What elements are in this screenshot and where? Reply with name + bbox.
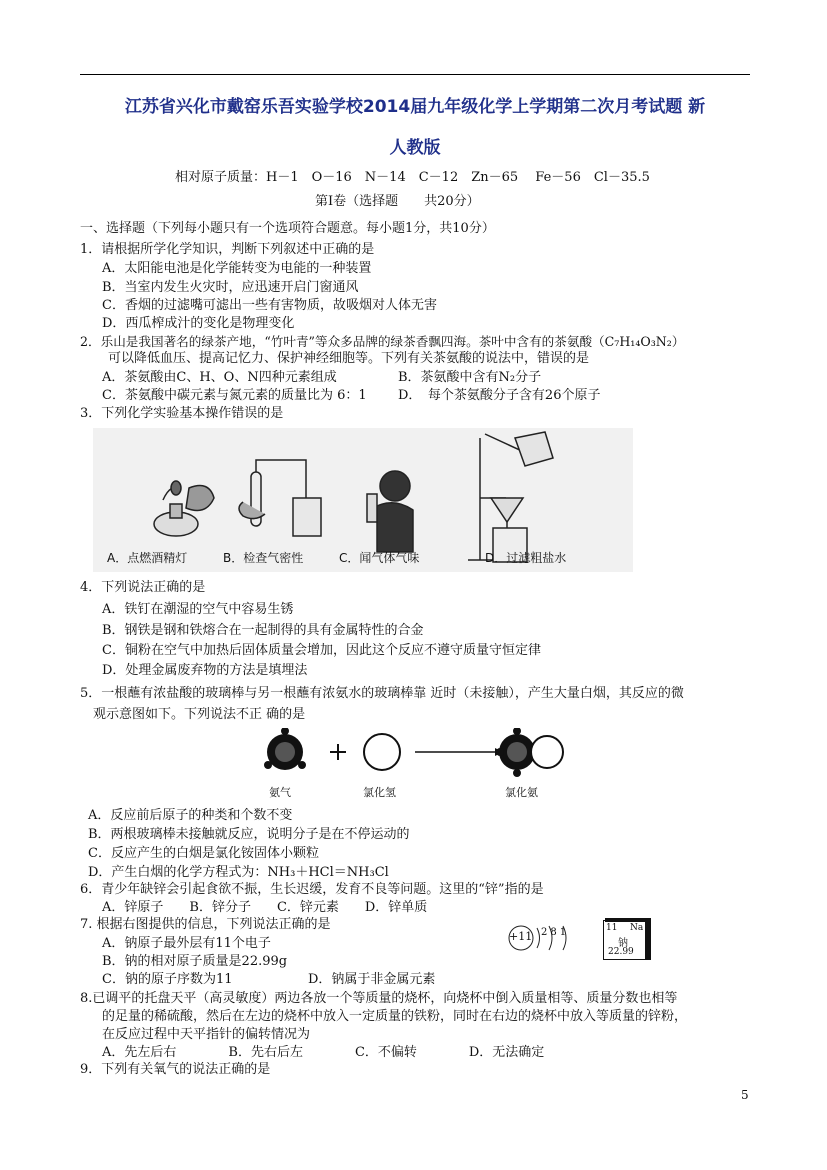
q8-options: A．先左后右 B．先右后左 C．不偏转 D．无法确定	[102, 1045, 545, 1060]
periodic-cell-shadow	[645, 920, 651, 960]
q5-option-d: D．产生白烟的化学方程式为：NH₃＋HCl＝NH₃Cl	[88, 865, 389, 880]
q3-caption-c: C．闻气体气味	[339, 551, 420, 565]
q1-option-d: D．西瓜榨成汁的变化是物理变化	[102, 316, 295, 331]
sodium-atom-structure	[505, 922, 575, 954]
q4-stem: 4．下列说法正确的是	[80, 580, 206, 595]
doc-title-line2: 人教版	[389, 138, 441, 158]
cell-name: 钠	[618, 938, 628, 949]
atomic-masses: 相对原子质量：H－1 O－16 N－14 C－12 Zn－65 Fe－56 Cl－35.5	[175, 170, 650, 185]
q5-option-c: C．反应产生的白烟是氯化铵固体小颗粒	[88, 846, 319, 861]
q1-option-c: C．香烟的过滤嘴可滤出一些有害物质，故吸烟对人体无害	[102, 298, 437, 313]
q3-caption-b: B．检查气密性	[223, 551, 304, 565]
q1-option-a: A．太阳能电池是化学能转变为电能的一种装置	[102, 261, 372, 276]
q3-stem: 3．下列化学实验基本操作错误的是	[80, 406, 284, 421]
q5-option-a: A．反应前后原子的种类和个数不变	[88, 808, 293, 823]
q4-option-c: C．铜粉在空气中加热后固体质量会增加，因此这个反应不遵守质量守恒定律	[102, 643, 541, 658]
section-heading: 第Ⅰ卷（选择题 共20分）	[315, 194, 480, 209]
doc-title-line1: 江苏省兴化市戴窑乐吾实验学校2014届九年级化学上学期第二次月考试题 新	[124, 97, 706, 117]
q8-stem2: 的足量的稀硫酸，然后在左边的烧杯中放入一定质量的铁粉，同时在右边的烧杯中放入等质量的锌粉，	[102, 1009, 688, 1024]
q7-stem: 7. 根据右图提供的信息，下列说法正确的是	[80, 917, 331, 932]
q5-stem2: 观示意图如下。下列说法不正 确的是	[93, 707, 306, 722]
atom-shell-electrons: 281	[541, 927, 570, 938]
q7-option-a: A．钠原子最外层有11个电子	[102, 936, 271, 951]
cell-atomic-number: 11	[606, 923, 618, 933]
part-heading: 一、选择题（下列每小题只有一个选项符合题意。每小题1分，共10分）	[80, 221, 495, 236]
q2-option-b: B．茶氨酸中含有N₂分子	[398, 370, 542, 385]
q7-option-d: D．钠属于非金属元素	[308, 972, 436, 987]
q5-option-b: B．两根玻璃棒未接触就反应，说明分子是在不停运动的	[88, 827, 410, 842]
q2-stem2: 可以降低血压、提高记忆力、保护神经细胞等。下列有关茶氨酸的说法中，错误的是	[108, 351, 590, 366]
q3-caption-a: A．点燃酒精灯	[107, 551, 188, 565]
q8-stem: 8.已调平的托盘天平（高灵敏度）两边各放一个等质量的烧杯，向烧杯中倒入质量相等、质量分数也相等	[80, 991, 678, 1006]
q2-option-d: D． 每个茶氨酸分子含有26个原子	[398, 388, 601, 403]
reaction-diagram	[255, 728, 565, 800]
periodic-cell-top	[605, 918, 651, 922]
q1-option-b: B．当室内发生火灾时，应迅速开启门窗通风	[102, 280, 359, 295]
lab-operations-figure	[93, 428, 633, 572]
q4-option-b: B．钢铁是钢和铁熔合在一起制得的具有金属特性的合金	[102, 623, 424, 638]
atom-nucleus-label: +11	[509, 930, 533, 943]
q9-stem: 9．下列有关氧气的说法正确的是	[80, 1062, 271, 1077]
q2-stem: 2．乐山是我国著名的绿茶产地，“竹叶青”等众多品牌的绿茶香飘四海。茶叶中含有的茶氨酸（C₇H₁₄O₃N₂）	[80, 334, 685, 349]
q2-option-c: C．茶氨酸中碳元素与氮元素的质量比为 6：1	[102, 388, 367, 403]
label-ammonia: 氨气	[269, 786, 291, 799]
q8-stem3: 在反应过程中天平指针的偏转情况为	[102, 1027, 311, 1042]
cell-atomic-mass: 22.99	[608, 947, 634, 957]
header-rule	[80, 74, 750, 75]
periodic-cell	[597, 914, 653, 964]
q1-stem: 1．请根据所学化学知识，判断下列叙述中正确的是	[80, 242, 375, 257]
label-product: 氯化氨	[505, 786, 538, 799]
q4-option-a: A．铁钉在潮湿的空气中容易生锈	[102, 602, 294, 617]
label-hydrogen-chloride: 氯化氢	[363, 786, 396, 799]
q6-stem: 6．青少年缺锌会引起食欲不振，生长迟缓，发育不良等问题。这里的“锌”指的是	[80, 882, 544, 897]
q7-option-c: C．钠的原子序数为11	[102, 972, 233, 987]
q5-stem: 5．一根蘸有浓盐酸的玻璃棒与另一根蘸有浓氨水的玻璃棒靠 近时（未接触），产生大量白烟，其反应的微	[80, 686, 684, 701]
q4-option-d: D．处理金属废弃物的方法是填埋法	[102, 663, 308, 678]
q2-option-a: A．茶氨酸由C、H、O、N四种元素组成	[102, 370, 337, 385]
q7-option-b: B．钠的相对原子质量是22.99g	[102, 954, 288, 969]
q6-options: A．锌原子 B．锌分子 C．锌元素 D．锌单质	[102, 900, 428, 915]
page-number: 5	[741, 1088, 749, 1102]
cell-symbol: Na	[630, 923, 644, 933]
q3-caption-d: D．过滤粗盐水	[485, 551, 567, 565]
